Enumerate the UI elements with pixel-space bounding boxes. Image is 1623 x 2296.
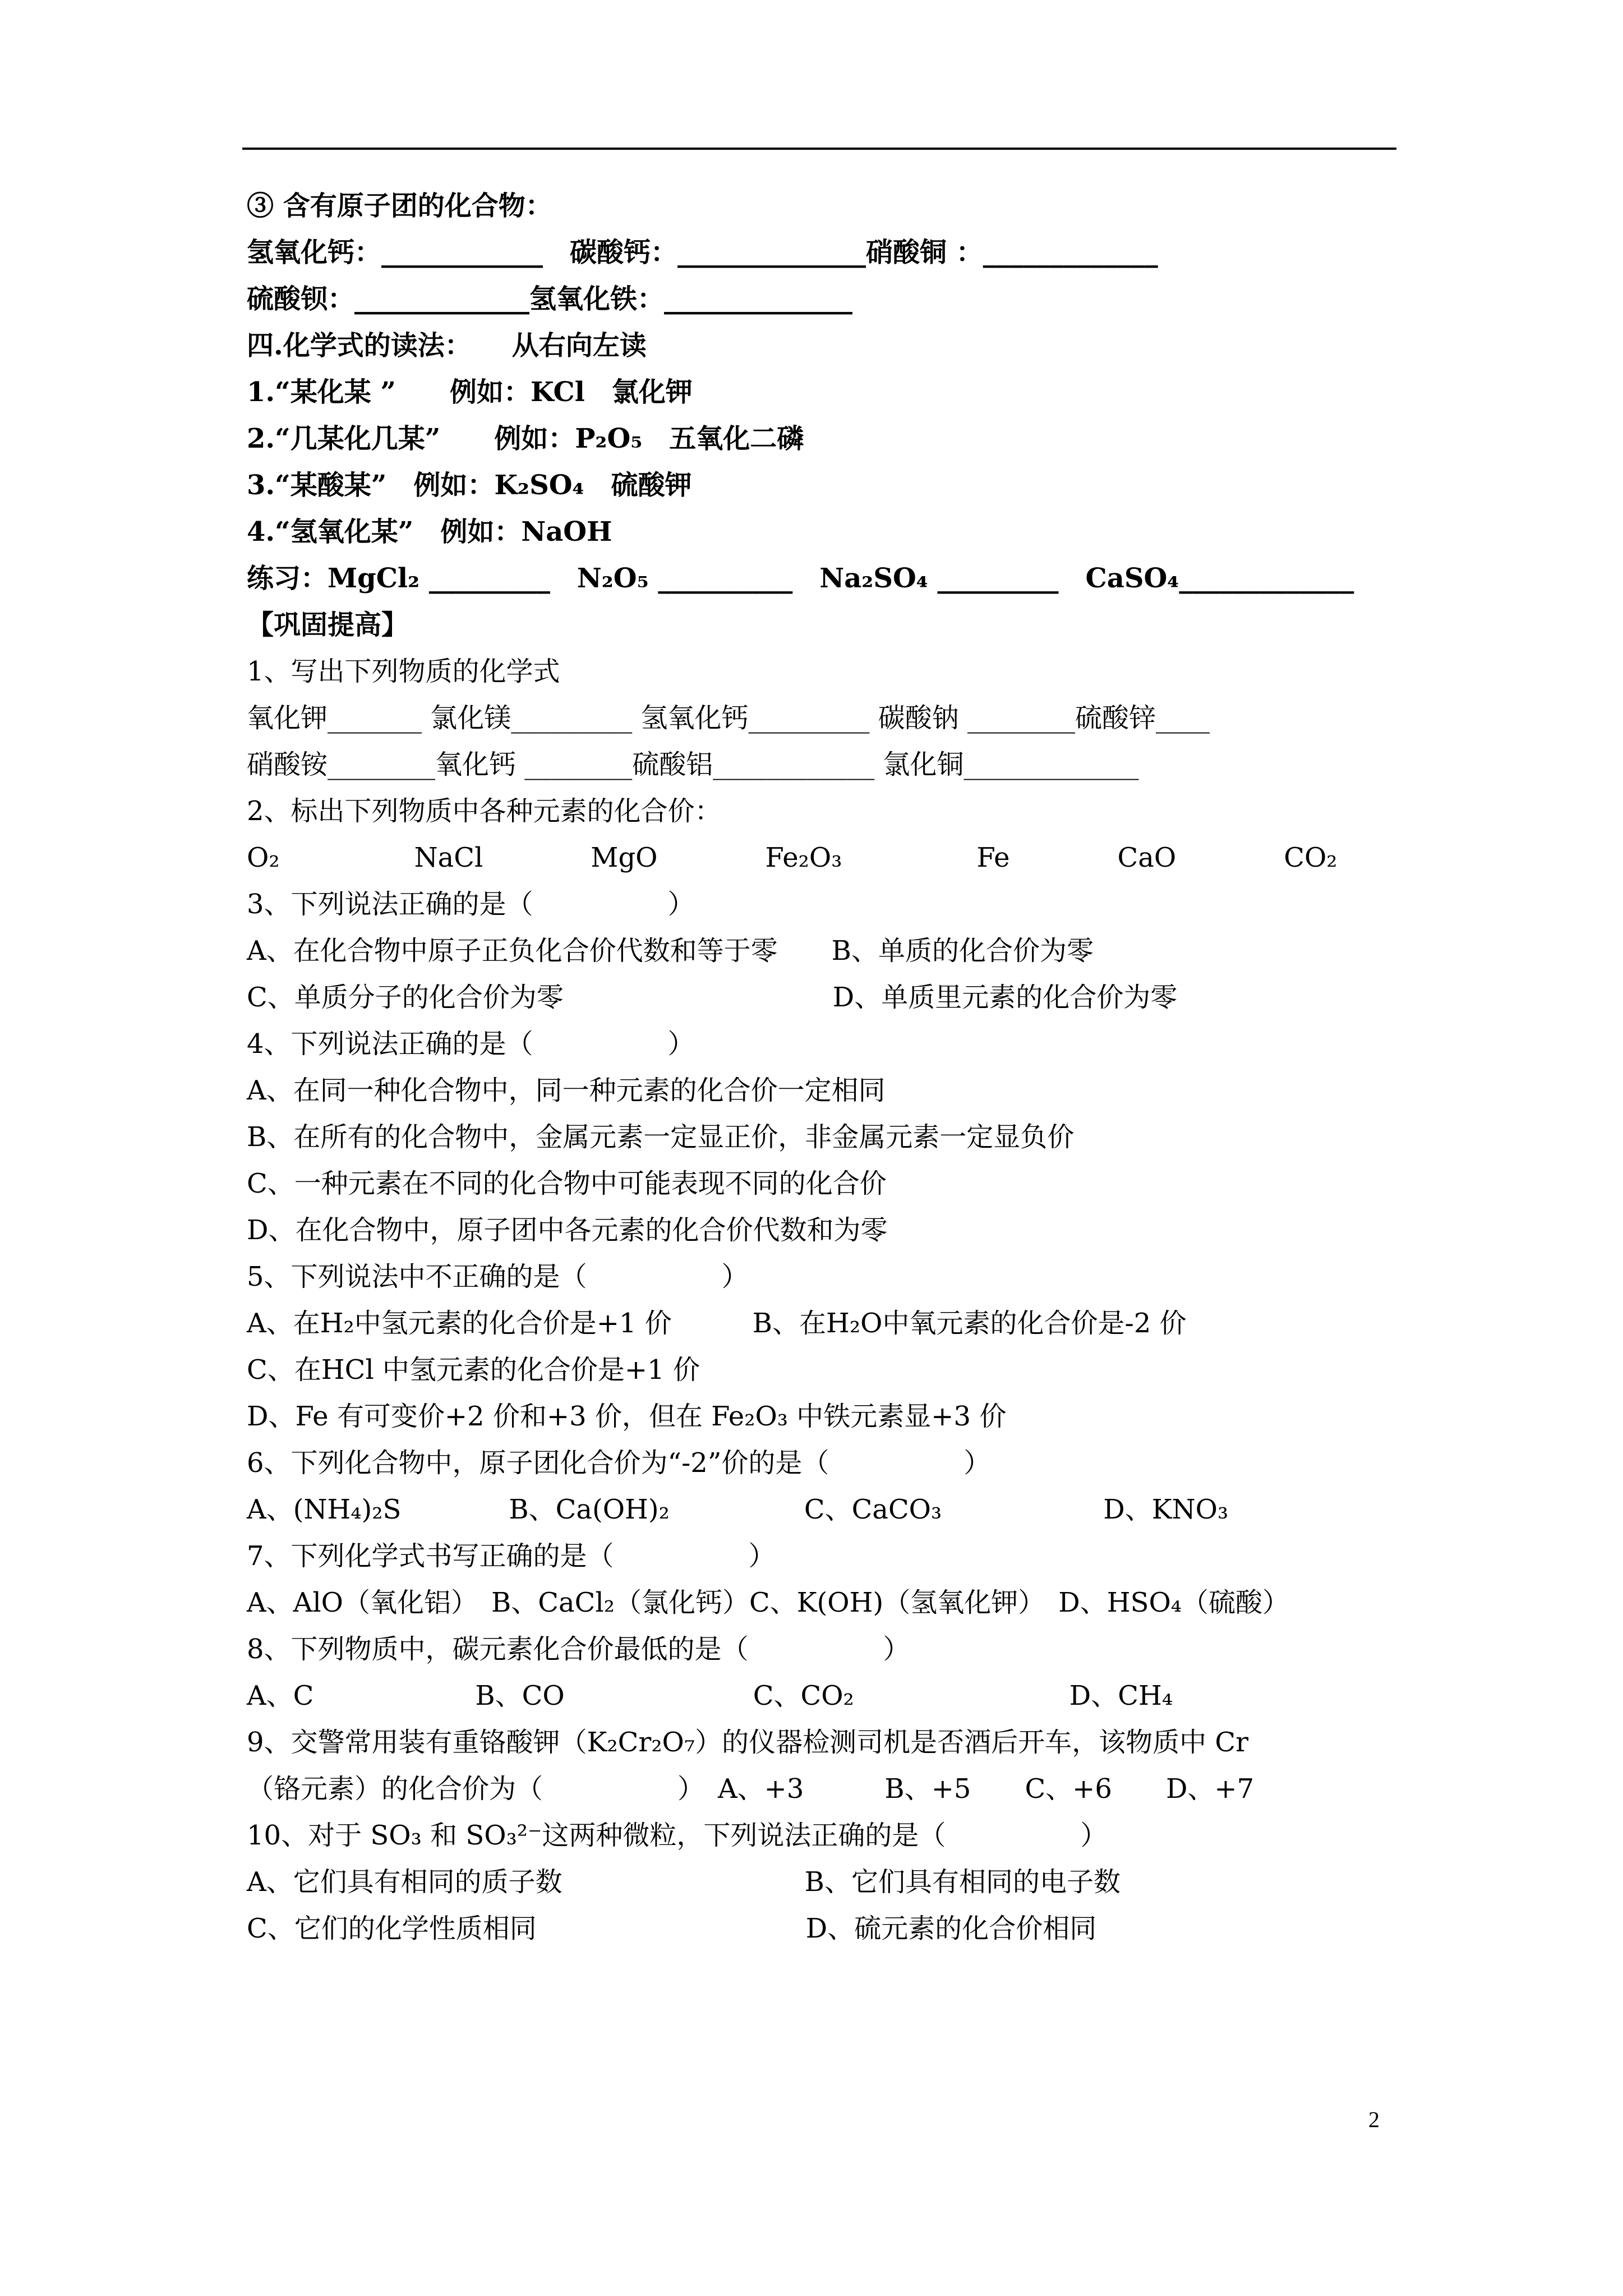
header-rule [242,148,1396,150]
text-line: 1.“某化某 ” 例如：KCl 氯化钾 [247,376,693,408]
text-line: C、单质分子的化合价为零 D、单质里元素的化合价为零 [247,982,1178,1013]
text-line: 氢氧化钙：____________ 碳酸钙：______________硝酸铜 ：_____________ [247,237,1158,268]
text-line: A、在H₂中氢元素的化合价是+1 价 B、在H₂O中氧元素的化合价是-2 价 [247,1308,1187,1339]
text-line: D、Fe 有可变价+2 价和+3 价，但在 Fe₂O₃ 中铁元素显+3 价 [247,1401,1007,1432]
text-line: A、C B、CO C、CO₂ D、CH₄ [247,1680,1173,1711]
text-line: 10、对于 SO₃ 和 SO₃²⁻这两种微粒，下列说法正确的是（ ） [247,1820,1108,1851]
text-line: 练习：MgCl₂ _________ N₂O₅ __________ Na₂SO₄ _________ CaSO₄_____________ [247,563,1354,594]
text-line: 2.“几某化几某” 例如：P₂O₅ 五氧化二磷 [247,423,804,454]
text-line: 6、下列化合物中，原子团化合价为“-2”价的是（ ） [247,1447,991,1479]
text-line: 9、交警常用装有重铬酸钾（K₂Cr₂O₇）的仪器检测司机是否酒后开车，该物质中 Cr [247,1727,1249,1758]
text-line: 四.化学式的读法： 从右向左读 [247,330,647,361]
text-line: 4.“氢氧化某” 例如：NaOH [247,516,612,547]
text-line: O₂ NaCl MgO Fe₂O₃ Fe CaO CO₂ [247,842,1338,873]
text-line: C、一种元素在不同的化合物中可能表现不同的化合价 [247,1168,887,1199]
text-line: D、在化合物中，原子团中各元素的化合价代数和为零 [247,1214,888,1246]
text-line: 1、写出下列物质的化学式 [247,656,560,687]
text-line: 8、下列物质中，碳元素化合价最低的是（ ） [247,1634,910,1665]
text-line: B、在所有的化合物中，金属元素一定显正价，非金属元素一定显负价 [247,1121,1075,1153]
text-line: 3、下列说法正确的是（ ） [247,889,695,920]
text-line: C、它们的化学性质相同 D、硫元素的化合价相同 [247,1913,1097,1944]
text-line: A、它们具有相同的质子数 B、它们具有相同的电子数 [247,1866,1121,1898]
text-line: A、在化合物中原子正负化合价代数和等于零 B、单质的化合价为零 [247,935,1094,967]
text-line: 硝酸铵________氧化钙 ________硫酸铝____________ 氯化铜_____________ [247,749,1139,780]
text-line: 硫酸钡：_____________氢氧化铁：______________ [247,283,853,315]
text-line: 【巩固提高】 [247,609,409,641]
text-line: C、在HCl 中氢元素的化合价是+1 价 [247,1354,700,1386]
text-line: 3.“某酸某” 例如：K₂SO₄ 硫酸钾 [247,470,692,501]
text-line: 氧化钾_______ 氯化镁_________ 氢氧化钙_________ 碳酸钠 ________硫酸锌____ [247,702,1210,734]
text-line: ③ 含有原子团的化合物： [247,190,552,222]
text-line: （铬元素）的化合价为（ ） A、+3 B、+5 C、+6 D、+7 [247,1773,1255,1805]
text-line: 2、标出下列物质中各种元素的化合价： [247,795,722,827]
text-line: 5、下列说法中不正确的是（ ） [247,1261,749,1292]
text-line: A、AlO（氧化铝） B、CaCl₂（氯化钙）C、K(OH)（氢氧化钾） D、HSO₄（硫酸） [247,1587,1290,1618]
text-line: 4、下列说法正确的是（ ） [247,1028,695,1060]
text-line: 7、下列化学式书写正确的是（ ） [247,1540,776,1572]
text-line: A、(NH₄)₂S B、Ca(OH)₂ C、CaCO₃ D、KNO₃ [247,1494,1229,1525]
page-number: 2 [1368,2107,1380,2132]
text-line: A、在同一种化合物中，同一种元素的化合价一定相同 [247,1075,886,1106]
